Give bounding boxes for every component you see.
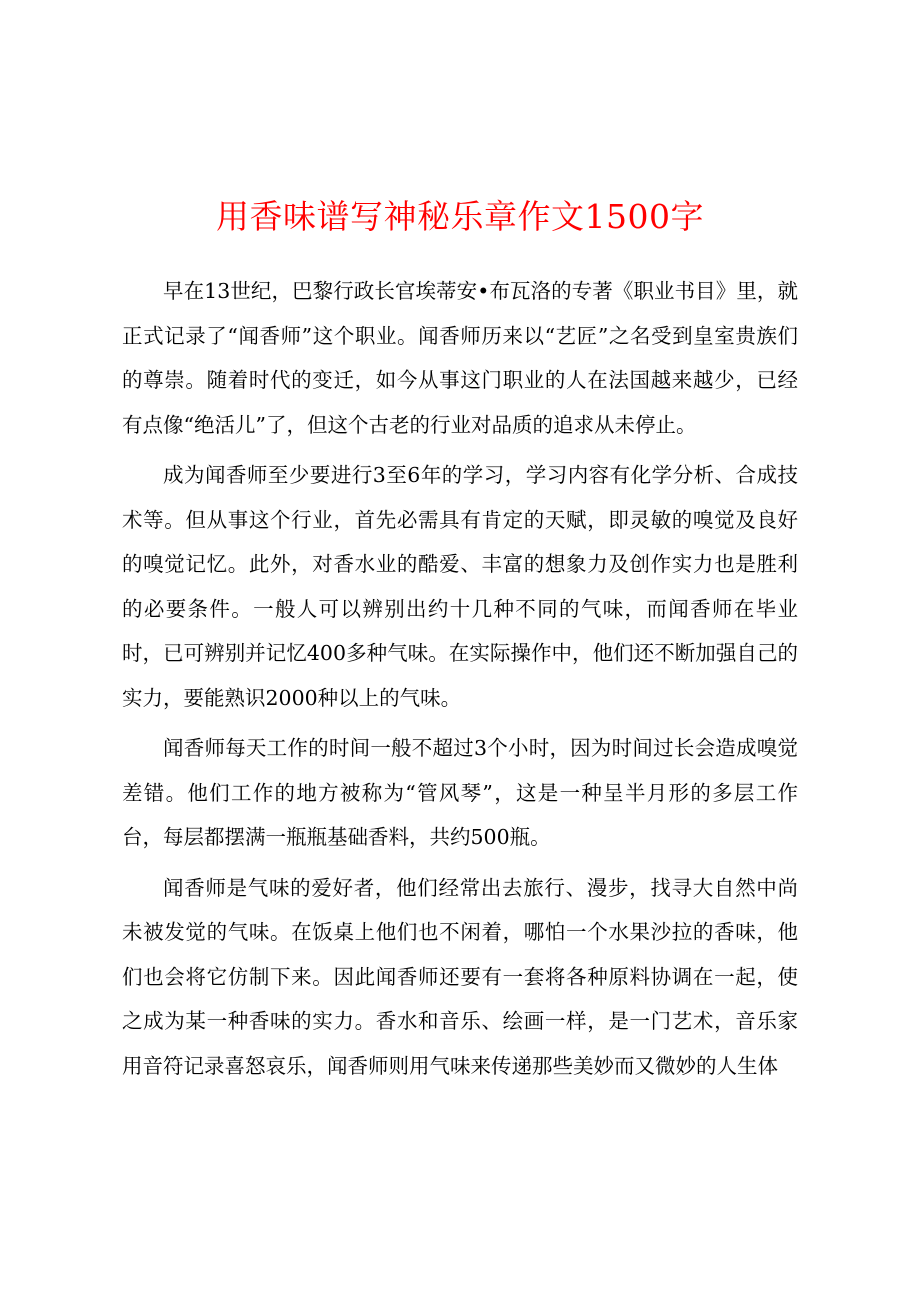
paragraph-1: 早在13世纪，巴黎行政长官埃蒂安•布瓦洛的专著《职业书目》里，就正式记录了“闻香师”这个职业。闻香师历来以“艺匠”之名受到皇室贵族们的尊崇。随着时代的变迁，如今从事这门职业的人在法国越来越少，已经有点像“绝活儿”了，但这个古老的行业对品质的追求从未停止。	[122, 279, 798, 437]
document-title: 用香味谱写神秘乐章作文1500字	[216, 197, 704, 236]
document-body	[122, 269, 798, 1094]
paragraph-2: 成为闻香师至少要进行3至6年的学习，学习内容有化学分析、合成技术等。但从事这个行业，首先必需具有肯定的天赋，即灵敏的嗅觉及良好的嗅觉记忆。此外，对香水业的酷爱、丰富的想象力及创作实力也是胜利的必要条件。一般人可以辨别出约十几种不同的气味，而闻香师在毕业时，已可辨别并记忆400多种气味。在实际操作中，他们还不断加强自己的实力，要能熟识2000种以上的气味。	[122, 463, 798, 710]
paragraph-3: 闻香师每天工作的时间一般不超过3个小时，因为时间过长会造成嗅觉差错。他们工作的地方被称为“管风琴”，这是一种呈半月形的多层工作台，每层都摆满一瓶瓶基础香料，共约500瓶。	[122, 736, 798, 849]
paragraph-4: 闻香师是气味的爱好者，他们经常出去旅行、漫步，找寻大自然中尚未被发觉的气味。在饭桌上他们也不闲着，哪怕一个水果沙拉的香味，他们也会将它仿制下来。因此闻香师还要有一套将各种原料协调在一起，使之成为某一种香味的实力。香水和音乐、绘画一样，是一门艺术，音乐家用音符记录喜怒哀乐，闻香师则用气味来传递那些美妙而又微妙的人生体	[122, 875, 798, 1078]
